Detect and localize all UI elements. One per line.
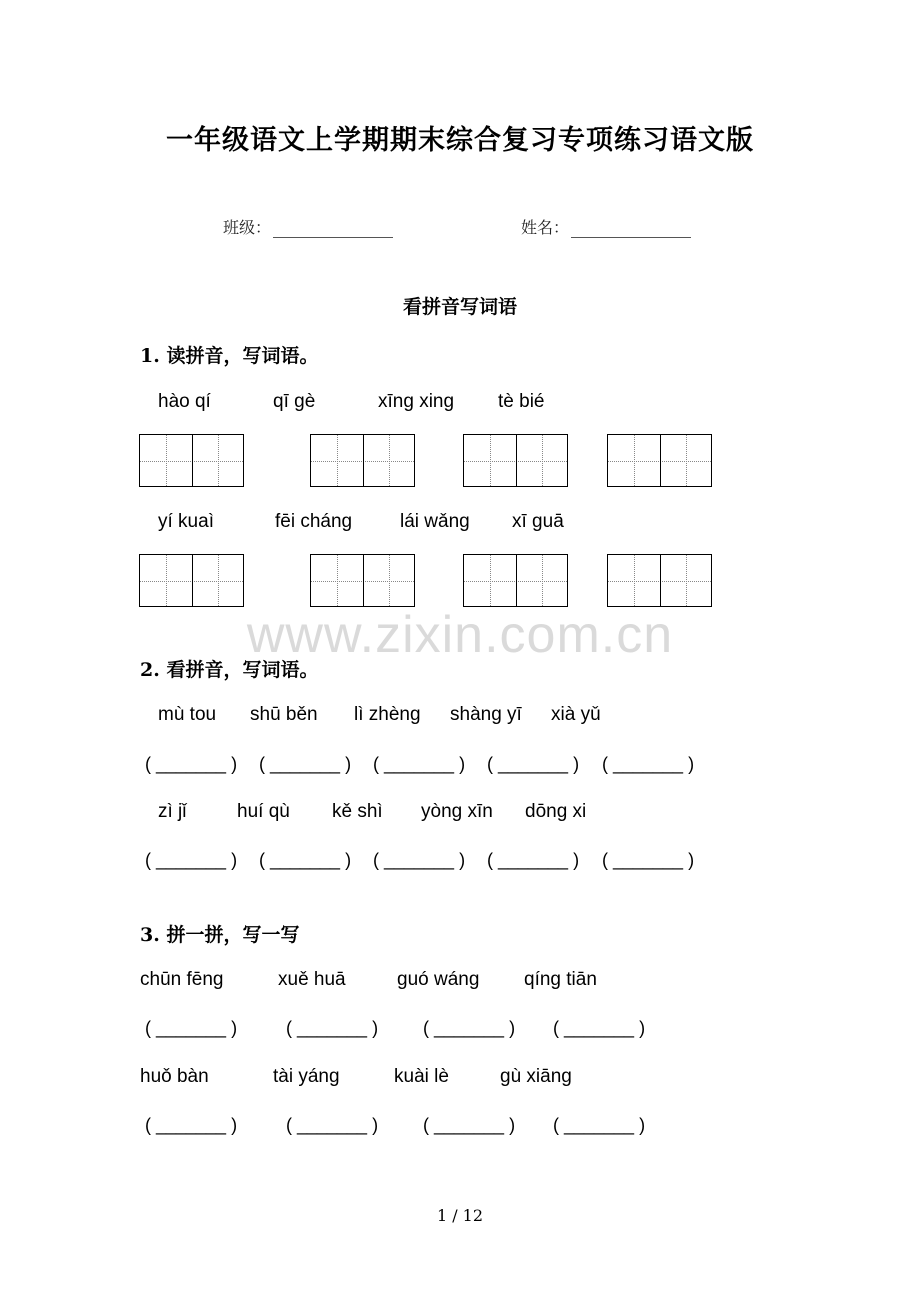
writing-grid[interactable] (463, 554, 568, 607)
page-number: 1 / 12 (436, 1206, 484, 1225)
answer-blank[interactable]: ( _______ ) (145, 754, 238, 774)
q1-pinyin: xī guā (512, 511, 564, 532)
q2-pinyin: xià yǔ (551, 704, 601, 725)
class-label: 班级： (223, 218, 272, 237)
answer-blank[interactable]: ( _______ ) (553, 1115, 646, 1135)
name-blank[interactable] (571, 221, 691, 238)
q3-heading: 3. 拼一拼，写一写 (140, 924, 300, 946)
answer-blank[interactable]: ( _______ ) (423, 1018, 516, 1038)
q1-pinyin: hào qí (158, 391, 211, 412)
answer-blank[interactable]: ( _______ ) (553, 1018, 646, 1038)
q2-pinyin: yòng xīn (421, 801, 493, 822)
answer-blank[interactable]: ( _______ ) (259, 754, 352, 774)
writing-grid[interactable] (310, 554, 415, 607)
q3-pinyin: tài yáng (273, 1066, 340, 1087)
writing-grid[interactable] (139, 554, 244, 607)
q1-pinyin: yí kuaì (158, 511, 214, 532)
q2-pinyin: kě shì (332, 801, 383, 822)
writing-grid[interactable] (139, 434, 244, 487)
writing-grid[interactable] (607, 434, 712, 487)
writing-grid[interactable] (607, 554, 712, 607)
page-title: 一年级语文上学期期末综合复习专项练习语文版 (166, 125, 754, 156)
class-blank[interactable] (273, 221, 393, 238)
q2-pinyin: dōng xi (525, 801, 587, 822)
q3-pinyin: kuài lè (394, 1066, 449, 1087)
answer-blank[interactable]: ( _______ ) (487, 850, 580, 870)
q1-pinyin: qī gè (273, 391, 316, 412)
q1-heading: 1. 读拼音，写词语。 (140, 345, 319, 367)
q2-pinyin: huí qù (237, 801, 290, 822)
watermark: www.zixin.com.cn (246, 606, 674, 664)
answer-blank[interactable]: ( _______ ) (145, 1115, 238, 1135)
answer-blank[interactable]: ( _______ ) (602, 850, 695, 870)
answer-blank[interactable]: ( _______ ) (373, 850, 466, 870)
q1-pinyin: tè bié (498, 391, 545, 412)
answer-blank[interactable]: ( _______ ) (602, 754, 695, 774)
answer-blank[interactable]: ( _______ ) (145, 850, 238, 870)
answer-blank[interactable]: ( _______ ) (145, 1018, 238, 1038)
writing-grid[interactable] (310, 434, 415, 487)
q2-pinyin: shū běn (250, 704, 318, 725)
q2-pinyin: lì zhèng (354, 704, 421, 725)
section-title: 看拼音写词语 (402, 296, 517, 318)
class-field (223, 215, 393, 238)
q3-pinyin: chūn fēng (140, 969, 224, 990)
name-label: 姓名： (521, 218, 570, 237)
q3-pinyin: huǒ bàn (140, 1066, 209, 1087)
q1-pinyin: lái wǎng (400, 511, 470, 532)
q1-pinyin: fēi cháng (275, 511, 353, 532)
q2-pinyin: mù tou (158, 704, 217, 725)
q3-pinyin: guó wáng (397, 969, 480, 990)
name-field (521, 215, 691, 238)
answer-blank[interactable]: ( _______ ) (286, 1115, 379, 1135)
answer-blank[interactable]: ( _______ ) (487, 754, 580, 774)
q3-pinyin: xuě huā (278, 969, 346, 990)
answer-blank[interactable]: ( _______ ) (286, 1018, 379, 1038)
q3-pinyin: qíng tiān (524, 969, 597, 990)
q1-pinyin: xīng xing (378, 391, 455, 412)
q2-pinyin: zì jǐ (158, 801, 187, 822)
answer-blank[interactable]: ( _______ ) (423, 1115, 516, 1135)
answer-blank[interactable]: ( _______ ) (373, 754, 466, 774)
q2-pinyin: shàng yī (450, 704, 522, 725)
answer-blank[interactable]: ( _______ ) (259, 850, 352, 870)
q2-heading: 2. 看拼音，写词语。 (140, 659, 319, 681)
writing-grid[interactable] (463, 434, 568, 487)
q3-pinyin: gù xiāng (500, 1066, 572, 1087)
